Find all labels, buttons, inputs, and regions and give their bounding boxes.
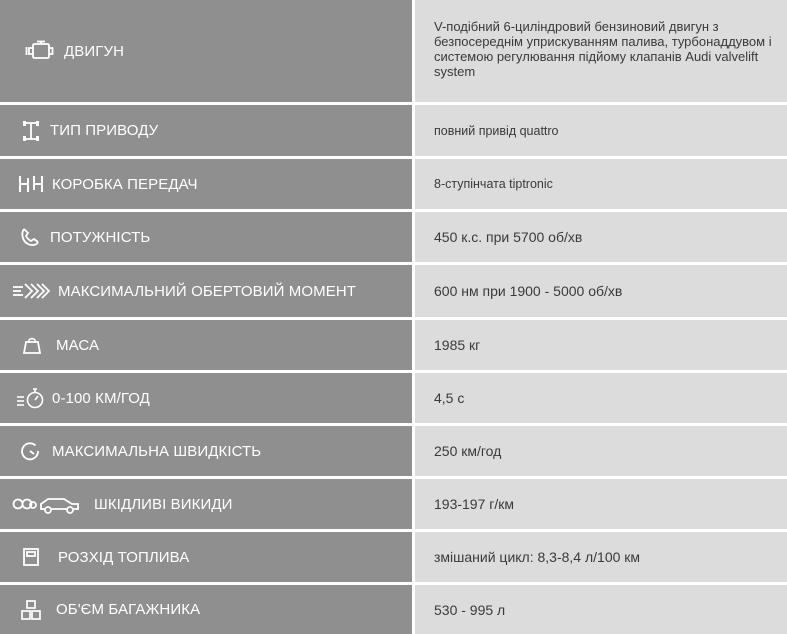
stopwatch-icon bbox=[16, 387, 52, 409]
spec-label: МАСА bbox=[56, 336, 100, 354]
weight-icon bbox=[22, 335, 56, 355]
fuel-icon bbox=[22, 547, 58, 567]
spec-label-cell bbox=[0, 0, 412, 102]
spec-label-cell bbox=[0, 585, 412, 634]
spec-label-cell bbox=[0, 265, 412, 317]
spec-row-fuel bbox=[0, 532, 787, 582]
spec-label-cell bbox=[0, 479, 412, 529]
spec-value: 8-ступінчата tiptronic bbox=[415, 159, 787, 209]
spec-label-cell bbox=[0, 426, 412, 476]
spec-label-cell bbox=[0, 373, 412, 423]
spec-row-weight bbox=[0, 320, 787, 370]
spec-value: 1985 кг bbox=[415, 320, 787, 370]
spec-row-drive-type bbox=[0, 105, 787, 156]
spec-label: ШКІДЛИВІ ВИКИДИ bbox=[94, 495, 233, 513]
spec-value: 250 км/год bbox=[415, 426, 787, 476]
spec-row-engine bbox=[0, 0, 787, 102]
spec-row-luggage bbox=[0, 585, 787, 634]
spec-value: 530 - 995 л bbox=[415, 585, 787, 634]
spec-row-max-speed bbox=[0, 426, 787, 476]
spec-label: ОБ'ЄМ БАГАЖНИКА bbox=[56, 601, 201, 618]
luggage-icon bbox=[20, 599, 56, 621]
power-icon bbox=[20, 227, 50, 247]
torque-icon bbox=[12, 282, 58, 300]
spec-value: V-подібний 6-циліндровий бензиновий двигун з безпосереднім уприскуванням палива, турбонаддувом і системою регулювання підйому клапанів Audi valvelift system bbox=[415, 0, 787, 102]
spec-row-torque bbox=[0, 265, 787, 317]
spec-value: повний привід quattro bbox=[415, 105, 787, 156]
spec-value: 450 к.с. при 5700 об/хв bbox=[415, 212, 787, 262]
speedometer-icon bbox=[20, 441, 52, 461]
drive-type-icon bbox=[20, 120, 50, 142]
spec-row-emissions bbox=[0, 479, 787, 529]
spec-label-cell bbox=[0, 212, 412, 262]
spec-row-gearbox bbox=[0, 159, 787, 209]
spec-value: 193-197 г/км bbox=[415, 479, 787, 529]
engine-icon bbox=[24, 40, 64, 62]
spec-label-cell bbox=[0, 532, 412, 582]
spec-label: КОРОБКА ПЕРЕДАЧ bbox=[52, 175, 198, 193]
spec-label: РОЗХІД ТОПЛИВА bbox=[58, 548, 190, 566]
spec-label: 0-100 КМ/ГОД bbox=[52, 389, 150, 407]
spec-label-cell bbox=[0, 320, 412, 370]
spec-value: 600 нм при 1900 - 5000 об/хв bbox=[415, 265, 787, 317]
emissions-icon bbox=[12, 493, 94, 515]
spec-value: змішаний цикл: 8,3-8,4 л/100 км bbox=[415, 532, 787, 582]
spec-label: МАКСИМАЛЬНИЙ ОБЕРТОВИЙ МОМЕНТ bbox=[58, 282, 357, 300]
spec-label: ДВИГУН bbox=[64, 42, 125, 60]
spec-row-power bbox=[0, 212, 787, 262]
spec-value: 4,5 с bbox=[415, 373, 787, 423]
spec-label-cell bbox=[0, 105, 412, 156]
spec-label: МАКСИМАЛЬНА ШВИДКІСТЬ bbox=[52, 442, 262, 460]
spec-label-cell bbox=[0, 159, 412, 209]
spec-row-acceleration bbox=[0, 373, 787, 423]
spec-label: ПОТУЖНІСТЬ bbox=[50, 228, 151, 246]
gearbox-icon bbox=[18, 174, 52, 194]
spec-label: ТИП ПРИВОДУ bbox=[50, 122, 159, 139]
